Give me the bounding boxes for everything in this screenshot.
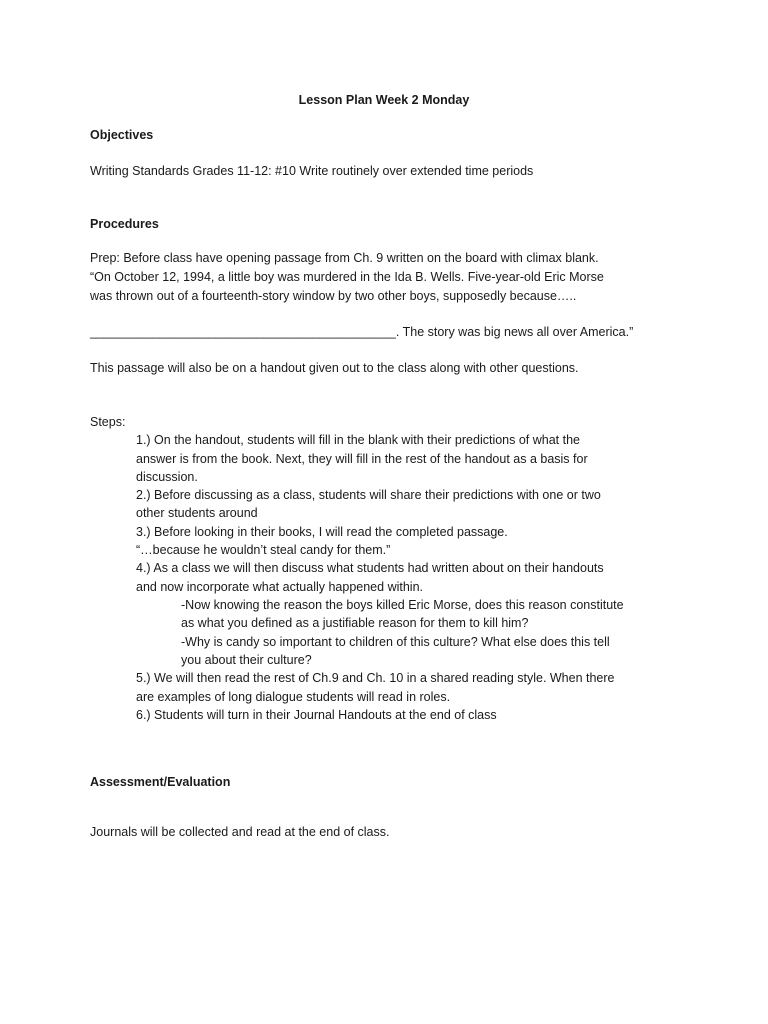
sub-question-line: -Now knowing the reason the boys killed Eric Morse, does this reason constitute [181, 598, 624, 612]
step-line: 4.) As a class we will then discuss what students had written about on their handouts [136, 561, 604, 575]
prep-blank-line: ____________________________________________. The story was big news all over America.” [90, 325, 634, 339]
prep-line: Prep: Before class have opening passage from Ch. 9 written on the board with climax blank. [90, 251, 599, 265]
prep-line: “On October 12, 1994, a little boy was murdered in the Ida B. Wells. Five-year-old Eric Morse [90, 270, 604, 284]
objectives-heading: Objectives [90, 128, 154, 142]
assessment-heading: Assessment/Evaluation [90, 775, 231, 789]
objectives-text: Writing Standards Grades 11-12: #10 Write routinely over extended time periods [90, 164, 534, 178]
steps-label: Steps: [90, 415, 126, 429]
step-line: 3.) Before looking in their books, I will read the completed passage. [136, 525, 508, 539]
document-title: Lesson Plan Week 2 Monday [298, 93, 470, 107]
prep-line: was thrown out of a fourteenth-story window by two other boys, supposedly because….. [90, 289, 577, 303]
step-line: 6.) Students will turn in their Journal Handouts at the end of class [136, 708, 497, 722]
step-line: 5.) We will then read the rest of Ch.9 and Ch. 10 in a shared reading style. When there [136, 671, 615, 685]
step-line: 1.) On the handout, students will fill in the blank with their predictions of what the [136, 433, 580, 447]
step-line: are examples of long dialogue students will read in roles. [136, 690, 451, 704]
procedures-heading: Procedures [90, 217, 159, 231]
sub-question-line: you about their culture? [181, 653, 312, 667]
sub-question-line: as what you defined as a justifiable reason for them to kill him? [181, 616, 529, 630]
handout-note: This passage will also be on a handout given out to the class along with other questions. [90, 361, 579, 375]
step-quote: “…because he wouldn’t steal candy for them.” [136, 543, 391, 557]
step-line: other students around [136, 506, 258, 520]
sub-question-line: -Why is candy so important to children of this culture? What else does this tell [181, 635, 610, 649]
step-line: discussion. [136, 470, 198, 484]
assessment-text: Journals will be collected and read at the end of class. [90, 825, 390, 839]
step-line: and now incorporate what actually happened within. [136, 580, 423, 594]
step-line: answer is from the book. Next, they will fill in the rest of the handout as a basis for [136, 452, 588, 466]
step-line: 2.) Before discussing as a class, students will share their predictions with one or two [136, 488, 601, 502]
